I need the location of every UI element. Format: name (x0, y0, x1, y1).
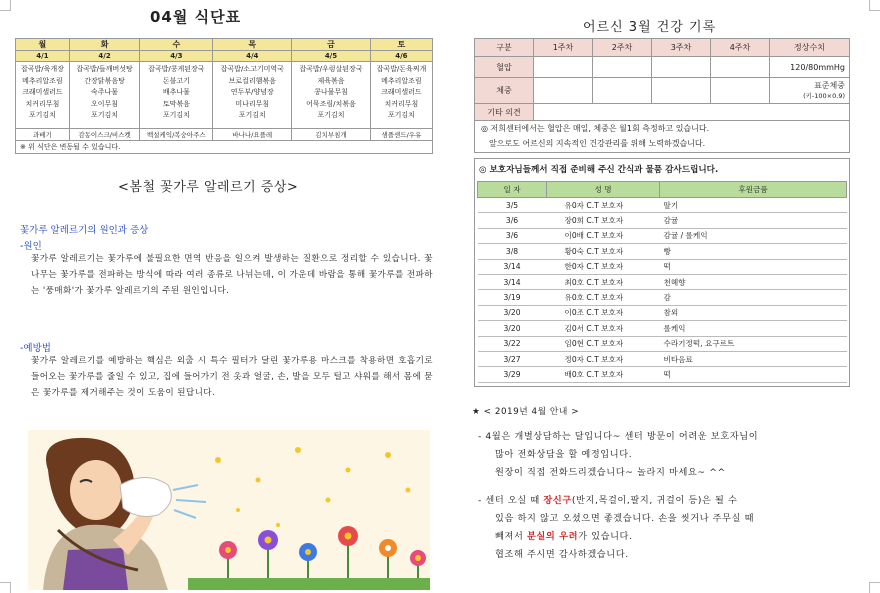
health-header: 구분 (475, 39, 534, 57)
donation-item: 빵 (660, 244, 847, 259)
donation-date: 3/22 (478, 336, 547, 351)
menu-day: 화 (69, 39, 139, 51)
menu-day: 수 (140, 39, 213, 51)
crop-mark-tr (869, 0, 880, 11)
menu-day: 금 (292, 39, 371, 51)
menu-note: ※ 위 식단은 변동될 수 있습니다. (16, 141, 433, 154)
pollen-main-heading: 꽃가루 알레르기의 원인과 증상 (20, 225, 149, 236)
menu-cell: 잡곡밥/소고기미역국 브로컬리햄볶음 연두부/양념장 미나리무침 포기김치 (213, 62, 292, 129)
health-header: 1주차 (534, 39, 593, 57)
donation-name: 정0자 C.T 보호자 (547, 351, 660, 366)
crop-mark-br (869, 582, 880, 593)
menu-snack: 감동이스크/비스켓 (69, 129, 139, 141)
donation-item: 롤케익 (660, 321, 847, 336)
donation-name: 황0숙 C.T 보호자 (547, 244, 660, 259)
donation-row (478, 305, 847, 320)
donation-name: 김0서 C.T 보호자 (547, 321, 660, 336)
donation-row (478, 367, 847, 382)
donation-name: 한0자 C.T 보호자 (547, 259, 660, 274)
menu-date: 4/1 (16, 51, 70, 62)
sneezing-woman-illustration (28, 430, 430, 590)
donations-title: ◎ 보호자님들께서 직접 준비해 주신 간식과 물품 감사드립니다. (479, 165, 719, 175)
crop-mark-bl (0, 582, 11, 593)
menu-date: 4/2 (69, 51, 139, 62)
crop-mark-tl (0, 0, 11, 11)
donations-table (477, 181, 847, 383)
health-normal: 120/80mmHg (770, 57, 850, 78)
health-title: 어르신 3월 건강 기록 (583, 20, 717, 35)
donation-row (478, 228, 847, 243)
donation-row (478, 244, 847, 259)
donation-date: 3/14 (478, 274, 547, 289)
menu-title: 04월 식단표 (150, 8, 242, 26)
donation-name: 장0희 C.T 보호자 (547, 213, 660, 228)
donation-item: 참외 (660, 305, 847, 320)
donation-item: 비타음료 (660, 351, 847, 366)
donation-item: 떡 (660, 367, 847, 382)
health-normal: 표준체중 (키-100×0.9) (770, 78, 850, 104)
cause-heading: -원인 (20, 241, 42, 252)
donation-date: 3/27 (478, 351, 547, 366)
donations-header: 후원금품 (660, 182, 847, 198)
notice-item-2: - 센터 오실 때 장신구(반지,목걸이,팔지, 귀걸이 등)은 될 수 있음 하지 않고 오셨으면 좋겠습니다. 손을 씻거나 주무실 때 빼져서 분실의 우려가 있습니다. 협조해 주시면 감사하겠습니다. (478, 495, 755, 560)
donation-row (478, 351, 847, 366)
donation-date: 3/5 (478, 198, 547, 213)
donation-item: 감 (660, 290, 847, 305)
prevent-paragraph: 꽃가루 알레르기를 예방하는 핵심은 외출 시 특수 필터가 달린 꽃가루용 마스크를 착용하면 호흡기로 들어오는 꽃가루를 줄일 수 있고, 집에 들어가기 전 옷과 얼굴, 손, 발을 모두 털고 샤워를 해서 몸에 묻은 꽃가루를 제거해주는 것이 도움이 된답니다. (31, 356, 433, 398)
notice-item-1: - 4월은 개별상담하는 달입니다~ 센터 방문이 어려운 보호자님이 많아 전화상담을 할 예정입니다. 원장이 직접 전화드리겠습니다~ 놀라지 마세요~ ^^ (478, 431, 759, 478)
donation-item: 떡 (660, 259, 847, 274)
health-header: 2주차 (593, 39, 652, 57)
donation-item: 수라기정떡, 요구르트 (660, 336, 847, 351)
menu-date: 4/4 (213, 51, 292, 62)
donation-item: 감귤 / 롤케익 (660, 228, 847, 243)
menu-cell: 잡곡밥/돈육찌개 메추리알조림 크래미샐러드 치커리무침 포기김치 (370, 62, 432, 129)
menu-day: 월 (16, 39, 70, 51)
donation-date: 3/29 (478, 367, 547, 382)
donation-date: 3/19 (478, 290, 547, 305)
prevent-heading: -예방법 (20, 343, 51, 354)
donations-header: 성 명 (547, 182, 660, 198)
menu-date: 4/6 (370, 51, 432, 62)
menu-snack: 김치부침개 (292, 129, 371, 141)
menu-cell: 잡곡밥/우렁살된장국 제육볶음 콩나물무침 어묵조림/치볶음 포기김치 (292, 62, 371, 129)
health-row-label: 체중 (475, 78, 534, 104)
donation-name: 이0조 C.T 보호자 (547, 305, 660, 320)
menu-cell: 잡곡밥/육개장 메추리알조림 크래미샐러드 치커리무침 포기김치 (16, 62, 70, 129)
menu-day: 토 (370, 39, 432, 51)
menu-table (15, 38, 433, 154)
donation-row (478, 274, 847, 289)
donation-name: 최0호 C.T 보호자 (547, 274, 660, 289)
donation-date: 3/6 (478, 228, 547, 243)
menu-cell: 잡곡밥/콩게된장국 돈불고기 배추나물 토막볶음 포기김치 (140, 62, 213, 129)
health-header: 4주차 (711, 39, 770, 57)
donation-item: 감귤 (660, 213, 847, 228)
health-note: ◎ 저희센터에서는 혈압은 매일, 체중은 월1회 측정하고 있습니다. 앞으로도 어르신의 지속적인 건강관리를 위해 노력하겠습니다. (474, 121, 850, 153)
menu-snack: 샘플샌드/우유 (370, 129, 432, 141)
donations-header: 일 자 (478, 182, 547, 198)
donation-date: 3/20 (478, 321, 547, 336)
donation-date: 3/14 (478, 259, 547, 274)
donation-name: 유0호 C.T 보호자 (547, 290, 660, 305)
menu-snack: 과배기 (16, 129, 70, 141)
cause-paragraph: 꽃가루 알레르기는 꽃가루에 불필요한 면역 반응을 일으켜 발생하는 질환으로 정리할 수 있습니다. 꽃나무는 꽃가루를 전파하는 방식에 따라 여러 종류로 나뉘는데, 이 가운데 바람을 통해 꽃가루를 전파하는 '풍매화'가 꽃가루 알레르기의 주된 원인입니다. (31, 254, 433, 296)
menu-snack: 바나나/요플레 (213, 129, 292, 141)
menu-snack: 백설케익/복숭아주스 (140, 129, 213, 141)
donation-date: 3/8 (478, 244, 547, 259)
donation-name: 유0자 C.T 보호자 (547, 198, 660, 213)
pollen-title: <봄철 꽃가루 알레르기 증상> (118, 180, 299, 195)
donation-item: 천혜향 (660, 274, 847, 289)
menu-date: 4/5 (292, 51, 371, 62)
donation-row (478, 259, 847, 274)
health-row-label: 혈압 (475, 57, 534, 78)
notice-heading: ★ < 2019년 4월 안내 > (472, 407, 580, 417)
donation-row (478, 198, 847, 213)
donation-name: 배0호 C.T 보호자 (547, 367, 660, 382)
health-table (474, 38, 850, 121)
menu-cell: 잡곡밥/들깨버섯탕 간장닭볶음탕 숙주나물 오이무침 포기김치 (69, 62, 139, 129)
donation-item: 딸기 (660, 198, 847, 213)
health-row-label: 기타 의견 (475, 104, 534, 121)
menu-date: 4/3 (140, 51, 213, 62)
donation-row (478, 290, 847, 305)
donation-date: 3/20 (478, 305, 547, 320)
donation-name: 임0현 C.T 보호자 (547, 336, 660, 351)
donation-name: 이0배 C.T 보호자 (547, 228, 660, 243)
donation-row (478, 213, 847, 228)
donation-date: 3/6 (478, 213, 547, 228)
menu-day: 목 (213, 39, 292, 51)
donation-row (478, 321, 847, 336)
health-header: 3주차 (652, 39, 711, 57)
health-header: 정상수치 (770, 39, 850, 57)
donation-row (478, 336, 847, 351)
